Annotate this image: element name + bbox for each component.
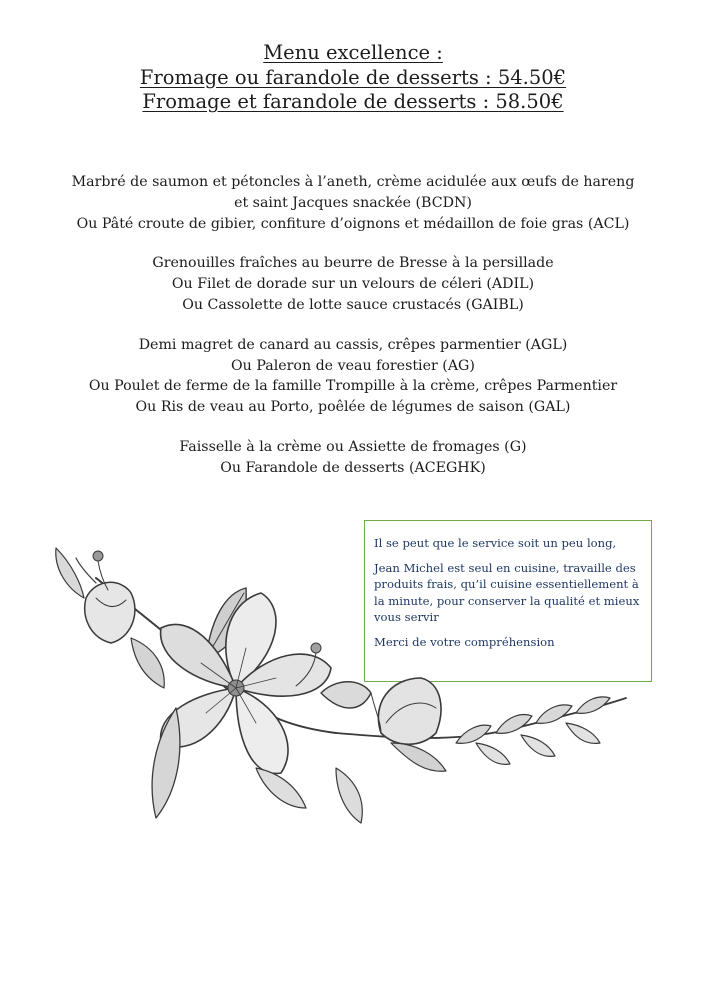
- dish-line: Ou Cassolette de lotte sauce crustacés (GAIBL): [182, 296, 524, 313]
- dish-line: Ou Pâté croute de gibier, confiture d’oignons et médaillon de foie gras (ACL): [76, 215, 630, 232]
- price-cheese-and-dessert: Fromage et farandole de desserts : 58.50€: [142, 90, 564, 113]
- dish-line: Ou Ris de veau au Porto, poêlée de légumes de saison (GAL): [135, 399, 571, 416]
- menu-title: Menu excellence :: [263, 41, 443, 64]
- dish-line: Demi magret de canard au cassis, crêpes parmentier (AGL): [138, 336, 568, 353]
- notice-line: Il se peut que le service soit un peu long,: [374, 536, 617, 550]
- dish-line: Ou Farandole de desserts (ACEGHK): [220, 459, 486, 476]
- course-fish: [0, 253, 706, 315]
- notice-line: Merci de votre compréhension: [374, 634, 555, 649]
- dish-line: Ou Paleron de veau forestier (AG): [231, 357, 475, 374]
- menu-header: [0, 41, 706, 115]
- course-cheese-dessert: [0, 437, 706, 479]
- dish-line: Marbré de saumon et pétoncles à l’aneth, crème acidulée aux œufs de hareng: [71, 174, 635, 190]
- notice-line: Jean Michel est seul en cuisine, travaille des produits frais, qu’il cuisine essentiellement à la minute, pour conserver la qualité et mieux vous servir: [374, 560, 640, 625]
- price-cheese-or-dessert: Fromage ou farandole de desserts : 54.50€: [139, 65, 567, 89]
- course-mains: [0, 335, 706, 418]
- course-list: [0, 172, 706, 498]
- dish-line: et saint Jacques snackée (BCDN): [234, 194, 472, 211]
- course-starters: [0, 172, 706, 234]
- flower-sketch-icon: [36, 538, 636, 848]
- dish-line: Grenouilles fraîches au beurre de Bresse à la persillade: [152, 255, 554, 272]
- dish-line: Ou Poulet de ferme de la famille Trompille à la crème, crêpes Parmentier: [88, 378, 618, 395]
- dish-line: Faisselle à la crème ou Assiette de fromages (G): [179, 438, 527, 455]
- dish-line: Ou Filet de dorade sur un velours de céleri (ADIL): [171, 276, 535, 293]
